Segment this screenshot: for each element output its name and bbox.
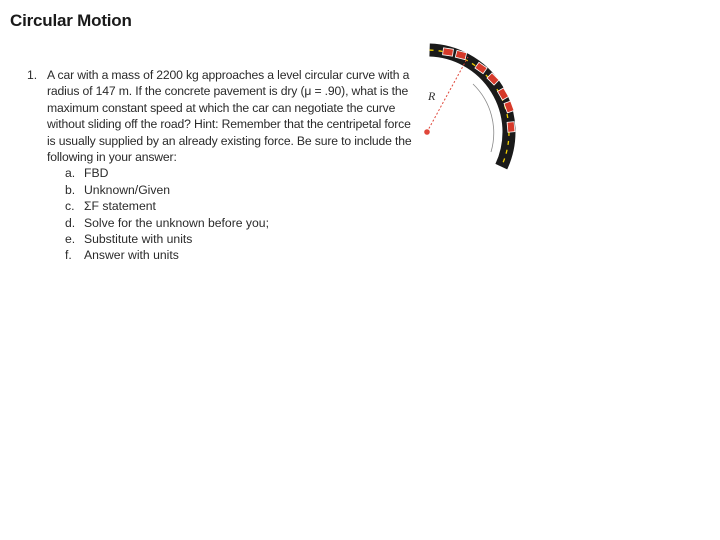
checklist-text: Substitute with units <box>84 232 193 247</box>
checklist-text: FBD <box>84 166 109 181</box>
curve-diagram <box>415 32 535 182</box>
checklist-text: ΣF statement <box>84 199 156 214</box>
checklist-letter: d. <box>65 215 76 230</box>
checklist-letter: b. <box>65 182 76 197</box>
answer-checklist <box>27 165 412 263</box>
road-curve <box>430 50 509 167</box>
checklist-letter: a. <box>65 166 76 181</box>
motion-arc <box>473 84 494 152</box>
center-point <box>424 129 430 135</box>
checklist-letter: e. <box>65 232 76 247</box>
checklist-item <box>65 247 412 263</box>
radius-label: R <box>428 89 436 103</box>
problem-1 <box>27 67 412 264</box>
checklist-text: Answer with units <box>84 248 179 263</box>
page-title: Circular Motion <box>10 11 132 30</box>
checklist-letter: f. <box>65 248 72 263</box>
car <box>507 122 515 133</box>
checklist-letter: c. <box>65 199 75 214</box>
checklist-item <box>65 165 412 181</box>
problem-text: A car with a mass of 2200 kg approaches a level circular curve with a radius of 147 m. If the concrete pavement is dry (μ = .90), what is the maximum constant speed at which the car can negotiate the curve without sliding off the road? Hint: Remember that the centripetal force is usually supplied by an already existing force. Be sure to include the following in your answer: <box>47 68 412 165</box>
car <box>443 48 454 56</box>
checklist-item <box>65 215 412 231</box>
checklist-item <box>65 182 412 198</box>
checklist-text: Unknown/Given <box>84 182 171 197</box>
problem-number: 1. <box>27 68 38 82</box>
checklist-item <box>65 231 412 247</box>
checklist-item <box>65 198 412 214</box>
checklist-text: Solve for the unknown before you; <box>84 215 269 230</box>
